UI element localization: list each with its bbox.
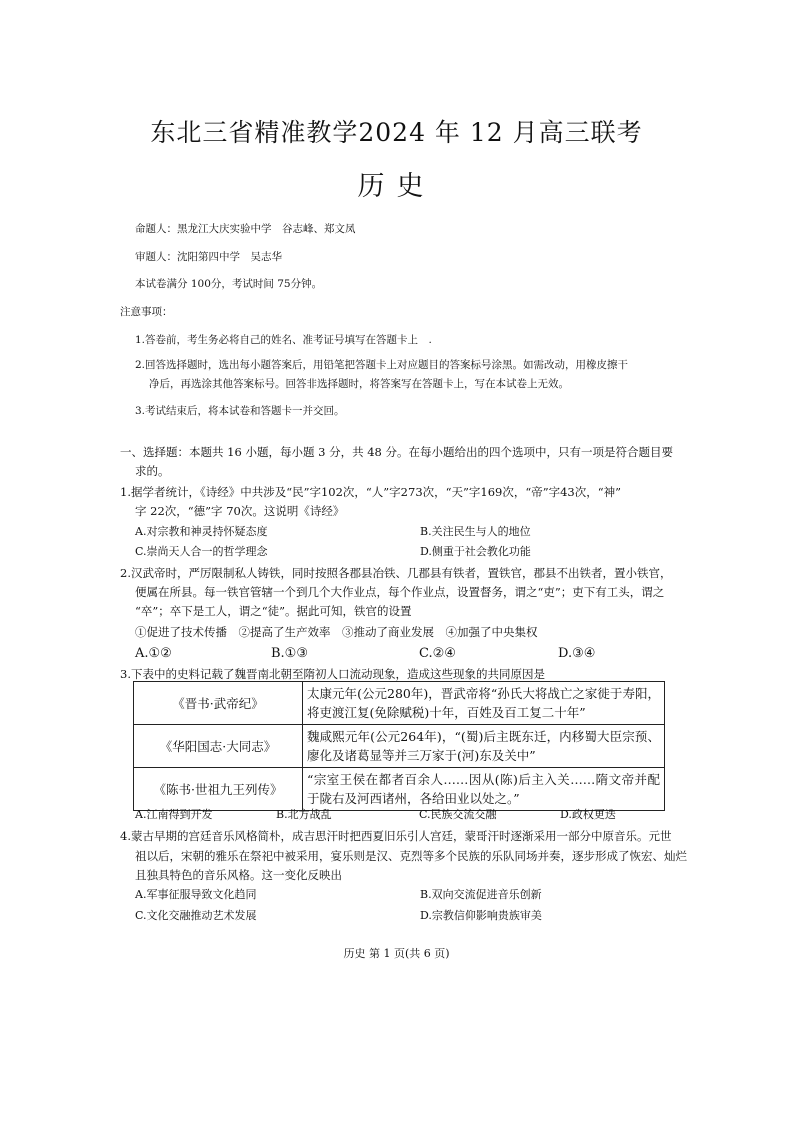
q3-source-table xyxy=(133,681,665,811)
q3-stem: 3.下表中的史料记载了魏晋南北朝至隋初人口流动现象，造成这些现象的共同原因是 xyxy=(120,667,545,681)
q4-stem-line-3: 且独具特色的音乐风格。这一变化反映出 xyxy=(135,868,342,882)
q2-option-d: D.③④ xyxy=(558,646,596,661)
source-title: 《陈书·世祖九王列传》 xyxy=(134,768,303,811)
q4-option-c: C.文化交融推动艺术发展 xyxy=(135,909,257,922)
notice-item-2-line-1: 2.回答选择题时，选出每小题答案后，用铅笔把答题卡上对应题目的答案标号涂黑。如需改动，用橡皮擦干 xyxy=(135,359,629,371)
source-excerpt: 太康元年(公元280年)，晋武帝将“孙氏大将战亡之家徙于寿阳，将吏渡江复(免除赋税)十年，百姓及百工复二十年” xyxy=(303,682,665,725)
section-heading-line-2: 求的。 xyxy=(135,464,170,478)
table-row xyxy=(134,768,665,811)
q4-stem-line-2: 祖以后，宋朝的雅乐在祭祀中被采用，宴乐则是汉、克烈等多个民族的乐队同场并奏，逐步形成了恢宏、灿烂 xyxy=(135,849,687,863)
page-footer: 历史 第 1 页(共 6 页) xyxy=(343,947,450,960)
q1-stem-line-2: 字 22次，“德”字 70次。这说明《诗经》 xyxy=(135,504,345,518)
q3-option-c: C.民族交流交融 xyxy=(419,808,497,821)
q2-statements: ①促进了技术传播 ②提高了生产效率 ③推动了商业发展 ④加强了中央集权 xyxy=(135,625,538,639)
exam-title: 东北三省精准教学2024 年 12 月高三联考 xyxy=(150,118,643,147)
reviewer-line: 审题人：沈阳第四中学 吴志华 xyxy=(135,251,282,263)
section-heading-line-1: 一、选择题：本题共 16 小题，每小题 3 分，共 48 分。在每小题给出的四个选项中，只有一项是符合题目要 xyxy=(120,445,674,459)
q2-option-b: B.①③ xyxy=(271,646,308,661)
q4-stem-line-1: 4.蒙古早期的宫廷音乐风格简朴，成吉思汗时把西夏旧乐引人宫廷，蒙哥汗时逐渐采用一部分中原音乐。元世 xyxy=(120,829,672,843)
q2-stem-line-3: “卒”；卒下是工人，谓之“徒”。据此可知，铁官的设置 xyxy=(135,604,412,618)
source-excerpt: “宗室王侯在都者百余人……因从(陈)后主入关……隋文帝并配于陇右及河西诸州，各给田业以处之。” xyxy=(303,768,665,811)
subject-title: 历史 xyxy=(357,171,436,202)
q2-option-c: C.②④ xyxy=(419,646,456,661)
q4-option-d: D.宗教信仰影响贵族审美 xyxy=(420,909,542,922)
author-line: 命题人：黑龙江大庆实验中学 谷志峰、郑文凤 xyxy=(135,223,356,235)
q3-option-a: A.江南得到开发 xyxy=(135,808,213,821)
table-row xyxy=(134,682,665,725)
q3-option-d: D.政权更迭 xyxy=(560,808,616,821)
q1-option-a: A.对宗教和神灵持怀疑态度 xyxy=(135,525,268,538)
source-title: 《华阳国志·大同志》 xyxy=(134,725,303,768)
q2-stem-line-1: 2.汉武帝时，严厉限制私人铸铁，同时按照各郡县冶铁、几郡县有铁者，置铁官，郡县不出铁者，置小铁官， xyxy=(120,566,672,580)
notice-heading: 注意事项： xyxy=(120,306,173,318)
score-time-line: 本试卷满分 100分，考试时间 75分钟。 xyxy=(135,278,323,290)
q1-option-d: D.侧重于社会教化功能 xyxy=(420,545,531,558)
q2-stem-line-2: 便属在所县。每一铁官管辖一个到几个大作业点，每个作业点，设置督务，谓之“吏”；吏下有工头，谓之 xyxy=(135,585,665,599)
q1-stem-line-1: 1.据学者统计，《诗经》中共涉及“民”字102次，“人”字273次，“天”字169次，“帝”字43次，“神” xyxy=(120,485,621,499)
notice-item-3: 3.考试结束后，将本试卷和答题卡一并交回。 xyxy=(135,405,345,417)
q1-option-b: B.关注民生与人的地位 xyxy=(420,525,531,538)
q4-option-a: A.军事征服导致文化趋同 xyxy=(135,888,257,901)
q1-option-c: C.崇尚天人合一的哲学理念 xyxy=(135,545,268,558)
notice-item-1: 1.答卷前，考生务必将自己的姓名、准考证号填写在答题卡上 . xyxy=(135,334,432,346)
table-row xyxy=(134,725,665,768)
notice-item-2-line-2: 净后，再选涂其他答案标号。回答非选择题时，将答案写在答题卡上，写在本试卷上无效。 xyxy=(149,378,569,390)
q3-option-b: B.北方战乱 xyxy=(276,808,332,821)
source-title: 《晋书·武帝纪》 xyxy=(134,682,303,725)
source-excerpt: 魏咸熙元年(公元264年)，“(蜀)后主既东迁，内移蜀大臣宗预、廖化及诸葛显等并三万家于(河)东及关中” xyxy=(303,725,665,768)
q4-option-b: B.双向交流促进音乐创新 xyxy=(420,888,542,901)
q2-option-a: A.①② xyxy=(135,646,172,661)
